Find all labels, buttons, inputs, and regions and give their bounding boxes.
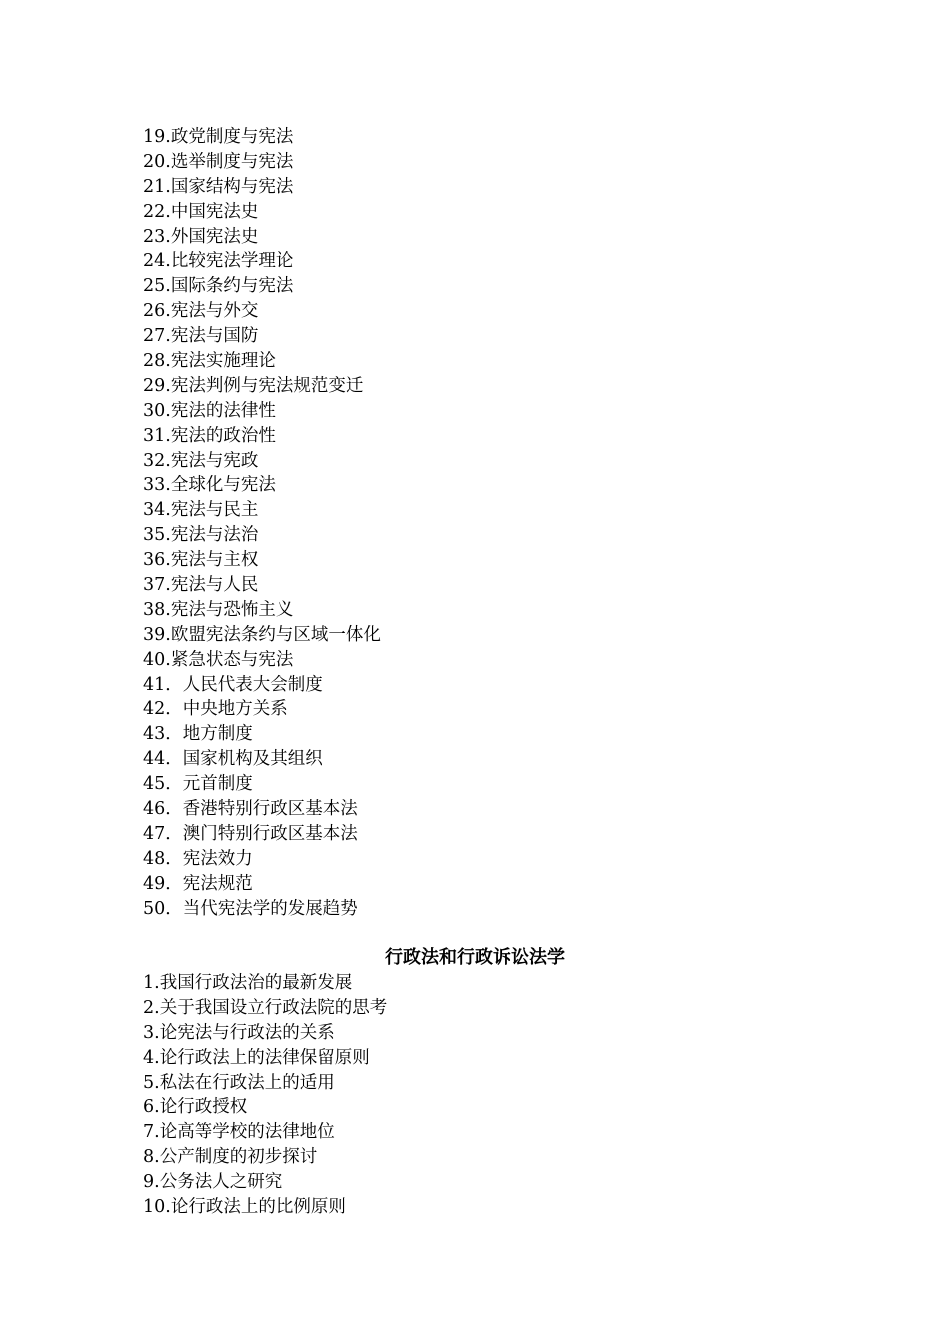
list-item: 50．当代宪法学的发展趋势 — [143, 898, 358, 919]
list-item: 47．澳门特别行政区基本法 — [143, 823, 358, 844]
list-item: 30.宪法的法律性 — [143, 400, 276, 421]
list-item: 6.论行政授权 — [143, 1097, 248, 1118]
list-item: 36.宪法与主权 — [143, 550, 259, 571]
administrative-law-topic-list — [143, 971, 823, 1220]
list-item: 5.私法在行政法上的适用 — [143, 1072, 335, 1093]
list-item: 22.中国宪法史 — [143, 201, 259, 222]
list-item: 19.政党制度与宪法 — [143, 127, 294, 147]
list-item: 49．宪法规范 — [143, 873, 253, 894]
list-item: 8.公产制度的初步探讨 — [143, 1147, 318, 1168]
list-item: 25.国际条约与宪法 — [143, 276, 294, 297]
list-item: 38.宪法与恐怖主义 — [143, 599, 294, 620]
list-item: 26.宪法与外交 — [143, 301, 259, 322]
section-heading: 行政法和行政诉讼法学 — [385, 947, 565, 968]
list-item: 27.宪法与国防 — [143, 326, 259, 347]
list-item: 35.宪法与法治 — [143, 525, 259, 546]
list-item: 31.宪法的政治性 — [143, 425, 276, 446]
list-item: 33.全球化与宪法 — [143, 475, 276, 496]
list-item: 37.宪法与人民 — [143, 575, 259, 596]
list-item: 40.紧急状态与宪法 — [143, 649, 294, 670]
list-item: 32.宪法与宪政 — [143, 450, 259, 471]
list-item: 21.国家结构与宪法 — [143, 176, 294, 197]
constitutional-law-topic-list — [143, 125, 823, 922]
list-item: 7.论高等学校的法律地位 — [143, 1122, 335, 1143]
list-item: 2.关于我国设立行政法院的思考 — [143, 997, 388, 1018]
list-item: 23.外国宪法史 — [143, 226, 259, 247]
list-item: 1.我国行政法治的最新发展 — [143, 973, 353, 993]
list-item: 46．香港特别行政区基本法 — [143, 799, 358, 820]
list-item: 42．中央地方关系 — [143, 699, 288, 720]
list-item: 9.公务法人之研究 — [143, 1172, 283, 1193]
list-item: 28.宪法实施理论 — [143, 351, 276, 372]
list-item: 29.宪法判例与宪法规范变迁 — [143, 375, 364, 396]
list-item: 41．人民代表大会制度 — [143, 674, 323, 695]
list-item: 34.宪法与民主 — [143, 500, 259, 521]
list-item: 48．宪法效力 — [143, 848, 253, 869]
list-item: 3.论宪法与行政法的关系 — [143, 1022, 335, 1043]
list-item: 24.比较宪法学理论 — [143, 251, 294, 272]
list-item: 4.论行政法上的法律保留原则 — [143, 1047, 370, 1068]
list-item: 20.选举制度与宪法 — [143, 151, 294, 172]
list-item: 44．国家机构及其组织 — [143, 749, 323, 770]
list-item: 39.欧盟宪法条约与区域一体化 — [143, 624, 381, 645]
list-item: 10.论行政法上的比例原则 — [143, 1197, 346, 1218]
list-item: 45．元首制度 — [143, 774, 253, 795]
list-item: 43．地方制度 — [143, 724, 253, 745]
